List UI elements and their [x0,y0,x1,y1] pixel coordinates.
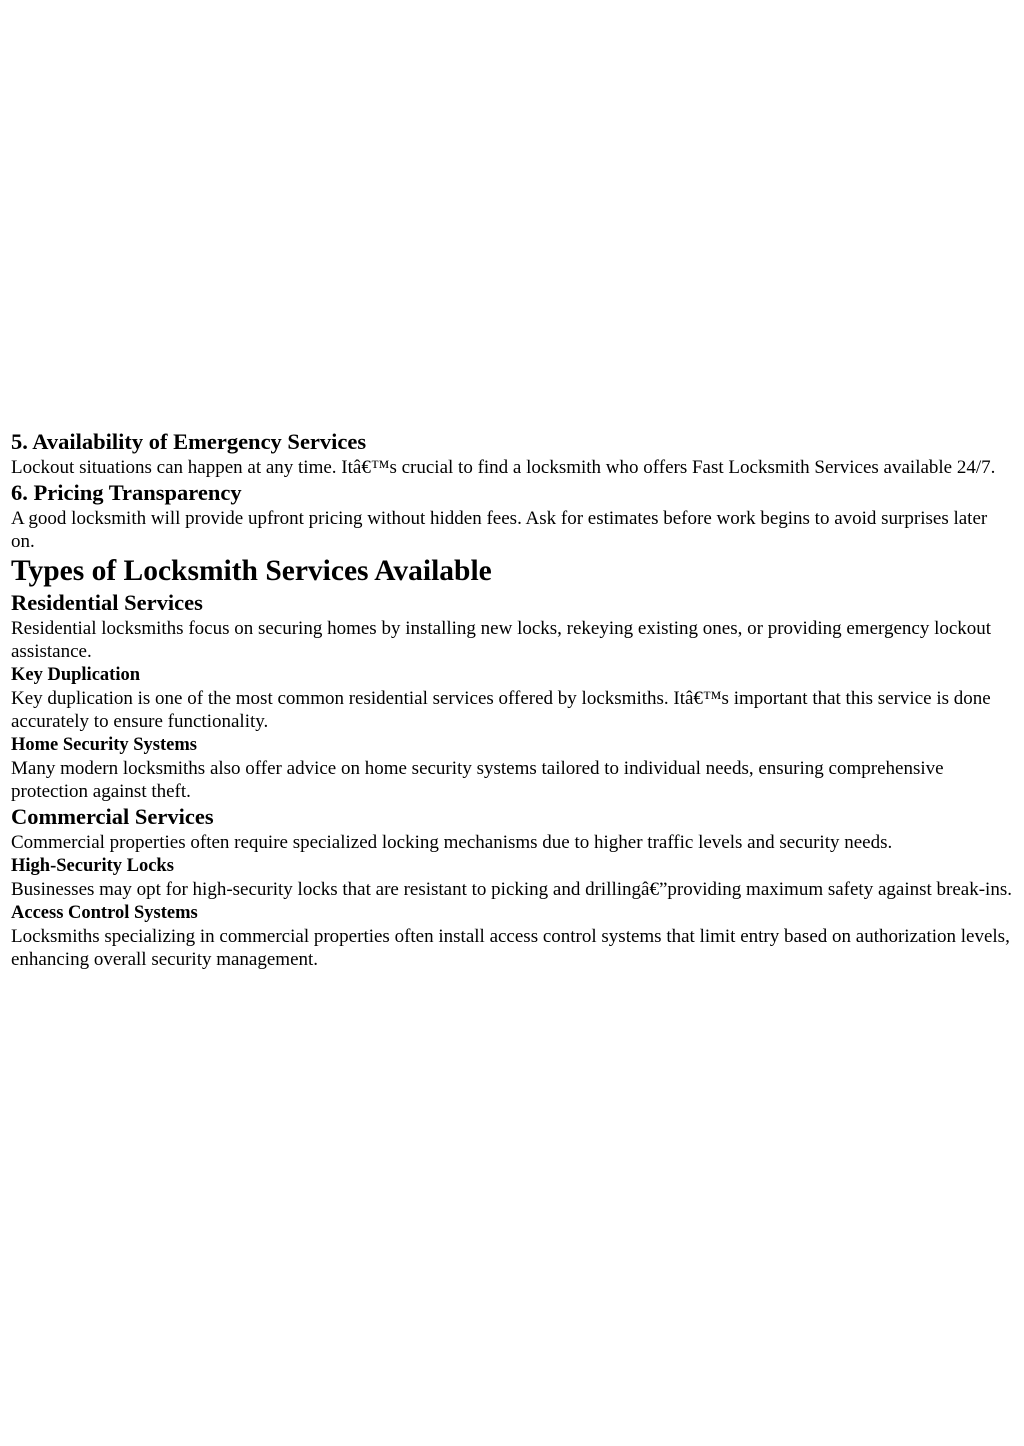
paragraph-home-security: Many modern locksmiths also offer advice on home security systems tailored to individual needs, ensuring comprehensive protection against theft. [11,758,944,802]
paragraph-availability: Lockout situations can happen at any time. Itâ€™s crucial to find a locksmith who offers Fast Locksmith Services available 24/7. [11,457,996,478]
paragraph-pricing: A good locksmith will provide upfront pricing without hidden fees. Ask for estimates before work begins to avoid surprises later on. [11,508,988,552]
heading-home-security: Home Security Systems [11,735,197,755]
heading-availability: 5. Availability of Emergency Services [11,429,367,454]
heading-high-security-locks: High-Security Locks [11,856,174,876]
heading-access-control: Access Control Systems [11,903,198,923]
paragraph-commercial: Commercial properties often require specialized locking mechanisms due to higher traffic levels and security needs. [11,832,893,853]
article-content [11,0,1013,971]
heading-key-duplication: Key Duplication [11,665,140,685]
heading-types-of-services: Types of Locksmith Services Available [11,555,492,587]
heading-pricing: 6. Pricing Transparency [11,480,242,505]
heading-residential: Residential Services [11,590,203,615]
paragraph-access-control: Locksmiths specializing in commercial properties often install access control systems that limit entry based on authorization levels, enhancing overall security management. [11,926,1010,970]
blank-image-area [11,0,1013,428]
heading-commercial: Commercial Services [11,804,214,829]
paragraph-key-duplication: Key duplication is one of the most common residential services offered by locksmiths. Itâ€™s important that this service is done accurately to ensure functionality. [11,688,991,732]
paragraph-high-security-locks: Businesses may opt for high-security locks that are resistant to picking and drillingâ€”providing maximum safety against break-ins. [11,879,1012,900]
paragraph-residential: Residential locksmiths focus on securing homes by installing new locks, rekeying existing ones, or providing emergency lockout assistance. [11,618,992,662]
